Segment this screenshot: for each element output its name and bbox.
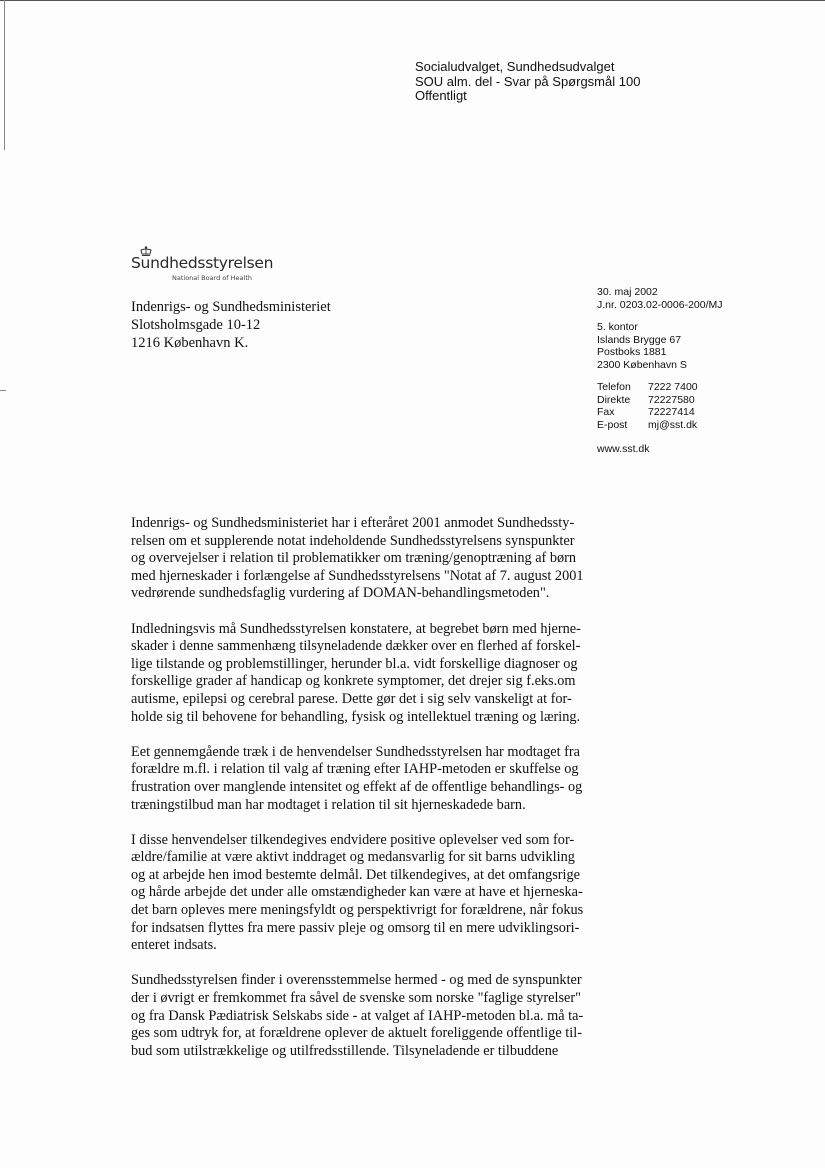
office-line: 5. kontor xyxy=(597,321,638,333)
logo-name: Sundhedsstyrelsen xyxy=(131,254,274,272)
website-url: www.sst.dk xyxy=(597,443,650,455)
website-block xyxy=(597,443,650,456)
contact-value: 7222 7400 xyxy=(648,381,698,393)
body-paragraph: Indenrigs- og Sundhedsministeriet har i efteråret 2001 anmodet Sundhedssty- relsen om et supplerende notat indeholdende Sundhedsstyrelsens synspunkter og overvejelser i relation til problematikker om træning/genoptræning af børn med hjerneskader i forlængelse af Sundhedsstyrelsens "Notat af 7. august 2001 vedrørende sundhedsfaglig vurdering af DOMAN-behandlingsmetoden". xyxy=(131,515,584,602)
body-paragraph: I disse henvendelser tilkendegives endvidere positive oplevelser ved som for- ældre/familie at være aktivt inddraget og medansvarlig for sit barns udvikling og at arbejde hen imod bestemte delmål. Det tilkendegives, at det omfangsrige og hårde arbejde det under alle omstændigheder kan være at have et hjerneska- det barn opleves mere meningsfyldt og perspektivrigt for forældrene, når fokus for indsatsen flyttes fra mere passiv pleje og omsorg til en mere udviklingsori- enteret indsats. xyxy=(131,831,584,954)
sender-office-block xyxy=(597,321,687,371)
journal-number: J.nr. 0203.02-0006-200/MJ xyxy=(597,298,723,311)
office-line: 2300 København S xyxy=(597,358,687,371)
letter-body xyxy=(131,515,591,1078)
office-line: Islands Brygge 67 xyxy=(597,333,682,346)
contact-label: Direkte xyxy=(597,393,631,406)
letter-date-block xyxy=(597,286,723,311)
contact-email: mj@sst.dk xyxy=(648,418,698,431)
contact-value: 72227414 xyxy=(648,406,695,418)
contact-row xyxy=(597,419,698,432)
contact-value: 72227580 xyxy=(648,393,695,406)
contact-row xyxy=(597,394,698,407)
logo-subtitle: National Board of Health xyxy=(172,274,252,282)
body-paragraph: Eet gennemgående træk i de henvendelser Sundhedsstyrelsen har modtaget fra forældre m.fl. i relation til valg af træning efter IAHP-metoden er skuffelse og frustration over manglende intensitet og effekt af de offentlige behandlings- og træningstilbud man har modtaget i relation til sit hjerneskadede barn. xyxy=(131,743,583,813)
contact-row xyxy=(597,406,698,419)
address-line: Slotsholmsgade 10-12 xyxy=(131,317,261,333)
committee-line: Socialudvalget, Sundhedsudvalget xyxy=(415,59,615,74)
scan-edge-line xyxy=(0,0,825,1)
scan-tick-mark xyxy=(0,390,6,391)
contact-label: Fax xyxy=(597,406,615,418)
letter-date: 30. maj 2002 xyxy=(597,286,658,298)
committee-header xyxy=(415,60,640,104)
recipient-address xyxy=(131,298,331,352)
body-paragraph: Sundhedsstyrelsen finder i overensstemmelse hermed - og med de synspunkter der i øvrigt er fremkommet fra såvel de svenske som norske "faglige styrelser" og fra Dansk Pædiatrisk Selskabs side - at valget af IAHP-metoden bl.a. må ta- ges som udtryk for, at forældrene oplever de aktuelt foreliggende offentlige til- bud som utilstrækkelige og utilfredsstillende. Tilsyneladende er tilbuddene xyxy=(131,972,584,1059)
body-paragraph: Indledningsvis må Sundhedsstyrelsen konstatere, at begrebet børn med hjerne- skader i denne sammenhæng tilsyneladende dækker over en flerhed af forskel- lige tilstande og problemstillinger, herunder bl.a. vidt forskellige diagnoser og forskellige grader af handicap og konkrete symptomer, det drejer sig f.eks.om autisme, epilepsi og cerebral parese. Dette gør det i sig selv vanskeligt at for- holde sig til behovene for behandling, fysisk og intellektuel træning og læring. xyxy=(131,620,581,725)
contact-label: Telefon xyxy=(597,381,631,393)
contact-block xyxy=(597,381,698,431)
address-line: Indenrigs- og Sundhedsministeriet xyxy=(131,299,331,315)
committee-line: Offentligt xyxy=(415,88,467,103)
office-line: Postboks 1881 xyxy=(597,346,667,358)
address-line: 1216 København K. xyxy=(131,335,249,351)
contact-row xyxy=(597,381,698,394)
committee-line: SOU alm. del - Svar på Spørgsmål 100 xyxy=(415,73,641,89)
contact-label: E-post xyxy=(597,418,628,431)
scan-margin-line xyxy=(4,0,5,150)
